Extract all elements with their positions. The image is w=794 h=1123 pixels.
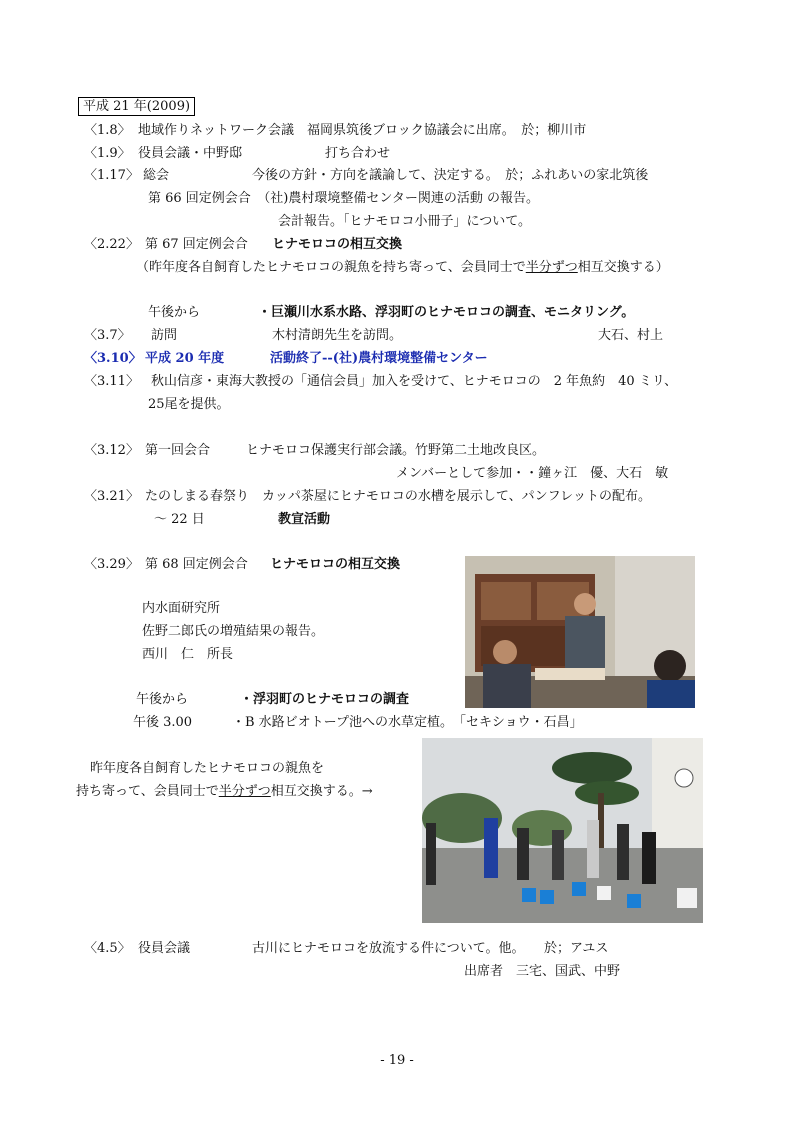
entry-3-7-title: 訪問 <box>151 328 178 343</box>
entry-3-12-line2: メンバーとして参加・・鐘ヶ江 優、大石 敏 <box>396 466 669 481</box>
entry-3-29-bold: ヒナモロコの相互交換 <box>270 557 401 572</box>
entry-1-17-title: 総会 <box>143 168 170 183</box>
entry-4-5-text: 古川にヒナモロコを放流する件について。他。 於；アユス <box>252 941 609 956</box>
entry-1-17-line3: 会計報告。「ヒナモロコ小冊子」について。 <box>278 214 531 229</box>
date-3-29: 〈3.29〉 <box>84 557 139 572</box>
entry-3-29-pm-text: ・浮羽町のヒナモロコの調査 <box>240 692 410 707</box>
entry-3-21-text: たのしまる春祭り カッパ茶屋にヒナモロコの水槽を展示して、パンフレットの配布。 <box>145 489 651 504</box>
entry-3-11-text: 秋山信彦・東海大教授の「通信会員」加入を受けて、ヒナモロコの 2 年魚約 40 ミリ、 <box>151 374 678 389</box>
entry-2-22-line2: （昨年度各自飼育したヒナモロコの親魚を持ち寄って、会員同士で半分ずつ相互交換する） <box>136 260 669 275</box>
page-number: - 19 - <box>380 1053 414 1068</box>
date-3-11: 〈3.11〉 <box>84 374 139 389</box>
entry-2-22-pm-text: ・巨瀬川水系水路、浮羽町のヒナモロコの調査、モニタリング。 <box>258 305 635 320</box>
entry-4-5-title: 役員会議 <box>138 941 191 956</box>
date-1-9: 〈1.9〉 <box>84 146 131 161</box>
entry-1-9-text2: 打ち合わせ <box>325 146 391 161</box>
entry-3-11-line2: 25尾を提供。 <box>148 397 230 412</box>
entry-4-5-line2: 出席者 三宅、国武、中野 <box>464 964 621 979</box>
entry-3-7-right: 大石、村上 <box>598 328 664 343</box>
entry-3-12-text: ヒナモロコ保護実行部会議。竹野第二土地改良区。 <box>246 443 546 458</box>
entry-3-12-title: 第一回会合 <box>145 443 211 458</box>
date-3-10: 〈3.10〉 <box>84 351 142 366</box>
entry-3-29-l1: 内水面研究所 <box>142 601 221 616</box>
entry-2-22-title: 第 67 回定例会合 <box>145 237 248 252</box>
entry-2-22-pm: 午後から <box>148 305 201 320</box>
date-1-17: 〈1.17〉 <box>84 168 139 183</box>
entry-3-29-pm2: 午後 3.00 <box>133 715 193 730</box>
date-3-7: 〈3.7〉 <box>84 328 131 343</box>
entry-3-29-l2: 佐野二郎氏の増殖結果の報告。 <box>142 624 325 639</box>
meeting-photo <box>465 556 695 708</box>
entry-3-29-l3: 西川 仁 所長 <box>142 647 234 662</box>
date-2-22: 〈2.22〉 <box>84 237 139 252</box>
entry-3-10-title: 平成 20 年度 <box>145 351 225 366</box>
entry-3-21-sub: ～ 22 日 <box>154 512 205 527</box>
entry-1-9-text: 役員会議・中野邸 <box>138 146 243 161</box>
caption-line2: 持ち寄って、会員同士で半分ずつ相互交換する。→ <box>76 784 373 799</box>
entry-2-22-bold: ヒナモロコの相互交換 <box>272 237 403 252</box>
date-1-8: 〈1.8〉 <box>84 123 131 138</box>
fish-exchange-photo <box>422 738 703 923</box>
date-3-21: 〈3.21〉 <box>84 489 139 504</box>
date-4-5: 〈4.5〉 <box>84 941 131 956</box>
entry-1-17-text: 今後の方針・方向を議論して、決定する。 於；ふれあいの家北筑後 <box>252 168 649 183</box>
caption-line1: 昨年度各自飼育したヒナモロコの親魚を <box>90 761 325 776</box>
year-header: 平成 21 年(2009) <box>78 97 195 116</box>
entry-3-10-text: 活動終了--(社)農村環境整備センター <box>270 351 488 366</box>
entry-3-29-pm: 午後から <box>136 692 189 707</box>
date-3-12: 〈3.12〉 <box>84 443 139 458</box>
entry-3-29-title: 第 68 回定例会合 <box>145 557 248 572</box>
entry-1-17-line2: 第 66 回定例会合 （社)農村環境整備センター関連の活動 の報告。 <box>148 191 539 206</box>
entry-1-8-text: 地域作りネットワーク会議 福岡県筑後ブロック協議会に出席。 於；柳川市 <box>138 123 587 138</box>
entry-3-29-pm2-text: ・B 水路ビオトープ池への水草定植。 「セキショウ・石昌」 <box>232 715 583 730</box>
entry-3-7-text: 木村清朗先生を訪問。 <box>272 328 403 343</box>
entry-3-21-sub-bold: 教宣活動 <box>278 512 331 527</box>
